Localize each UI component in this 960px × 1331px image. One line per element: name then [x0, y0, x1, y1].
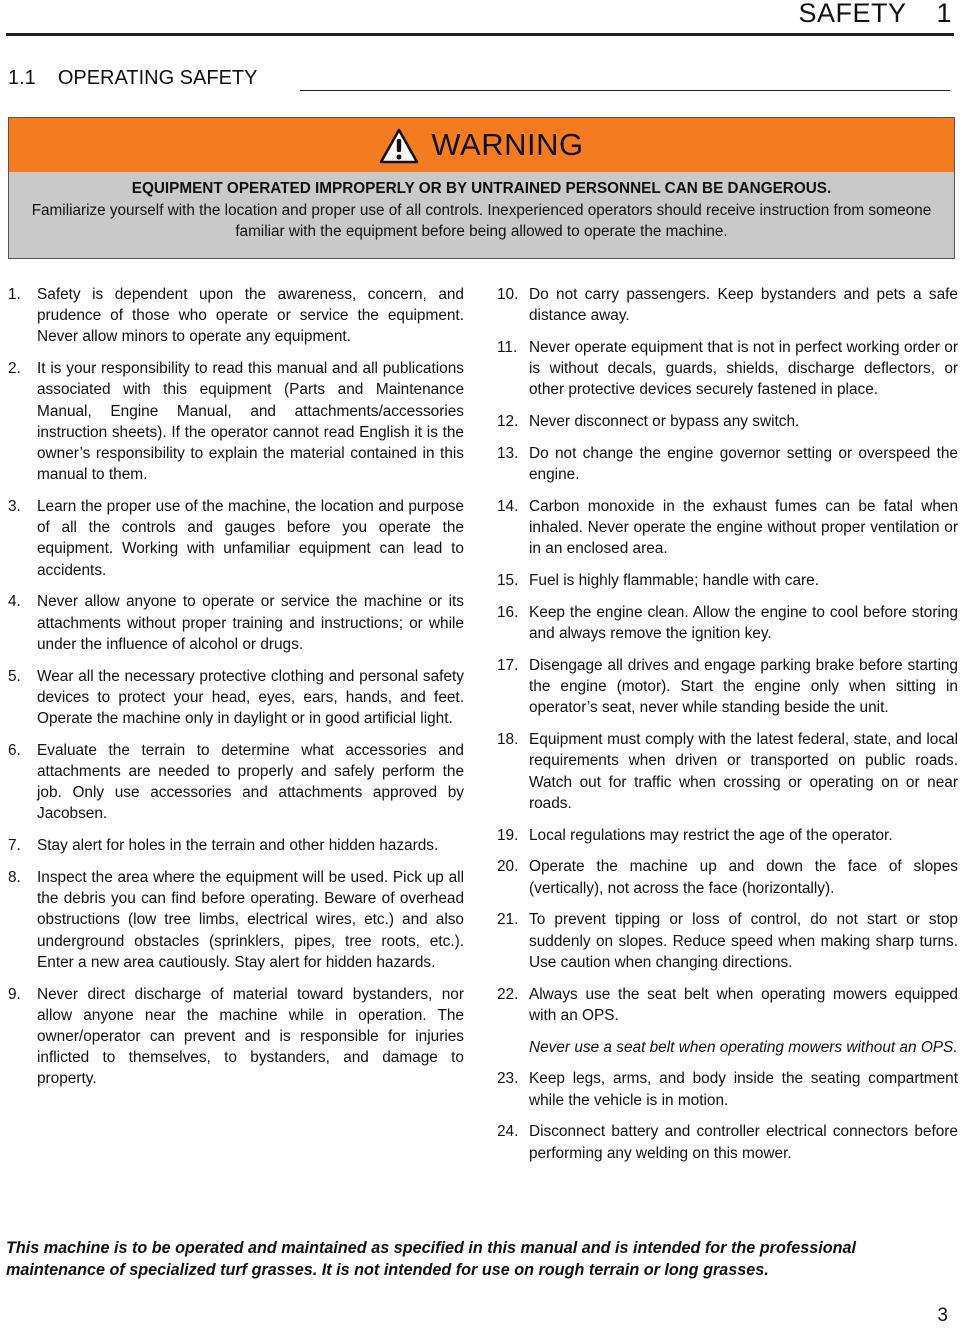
item-number: 1. [8, 286, 21, 303]
item-text: Always use the seat belt when operating mowers equipped with an OPS. [529, 985, 958, 1024]
page-number: 3 [937, 1305, 948, 1326]
list-item [8, 496, 464, 581]
item-text: Do not change the engine governor setting or overspeed the engine. [529, 445, 958, 484]
warning-body [9, 172, 954, 258]
list-item [497, 1121, 958, 1163]
section-heading [8, 67, 257, 90]
item-number: 23. [497, 1070, 519, 1088]
item-text: Carbon monoxide in the exhaust fumes can be fatal when inhaled. Never operate the engine without proper ventilation or in an enclosed area. [529, 498, 958, 558]
section-number: 1.1 [8, 67, 36, 89]
item-text: Fuel is highly flammable; handle with care. [529, 572, 819, 590]
item-text: Wear all the necessary protective clothing and personal safety devices to protect your head, eyes, ears, hands, and feet. Operate the machine only in daylight or in good artificial light. [37, 667, 464, 728]
item-text: Never allow anyone to operate or service the machine or its attachments without proper training and instructions; or while under the influence of alcohol or drugs. [37, 593, 464, 653]
chapter-number: 1 [936, 0, 952, 28]
chapter-header [768, 0, 952, 29]
item-text: Do not carry passengers. Keep bystanders and pets a safe distance away. [529, 286, 958, 325]
list-item [497, 284, 958, 326]
item-number: 14. [497, 498, 519, 515]
header-rule [6, 33, 954, 36]
item-text: To prevent tipping or loss of control, do not start or stop suddenly on slopes. Reduce speed when making sharp turns. Use caution when changing directions. [529, 911, 958, 971]
item-number: 13. [497, 445, 519, 462]
warning-triangle-icon [379, 128, 419, 164]
item-text: Keep legs, arms, and body inside the seating compartment while the vehicle is in motion. [529, 1070, 958, 1109]
section-rule [300, 90, 950, 91]
item-number: 5. [8, 667, 21, 685]
item-number: 18. [497, 731, 519, 749]
warning-headline: EQUIPMENT OPERATED IMPROPERLY OR BY UNTRAINED PERSONNEL CAN BE DANGEROUS. [131, 180, 832, 197]
list-item [8, 867, 464, 973]
list-item [497, 856, 958, 898]
item-text: Keep the engine clean. Allow the engine to cool before storing and always remove the ignition key. [529, 604, 958, 643]
item-number: 24. [497, 1123, 519, 1141]
item-number: 8. [8, 869, 21, 887]
item-number: 7. [8, 837, 21, 855]
chapter-title: SAFETY [798, 0, 907, 28]
item-number: 15. [497, 572, 519, 590]
right-column [497, 284, 958, 1174]
list-item [497, 602, 958, 644]
list-item [497, 1068, 958, 1110]
item-text: Evaluate the terrain to determine what accessories and attachments are needed to properly and safely perform the job. Only use accessories and attachments approved by Jacobsen. [37, 741, 464, 823]
item-text: Local regulations may restrict the age of the operator. [529, 826, 893, 844]
item-text: Never disconnect or bypass any switch. [529, 413, 800, 431]
list-item [497, 496, 958, 560]
list-item [8, 666, 464, 730]
list-item [497, 570, 958, 591]
item-number: 3. [8, 498, 21, 516]
item-text: Learn the proper use of the machine, the location and purpose of all the controls and gauges before you operate the equipment. Working with unfamiliar equipment can lead to accidents. [37, 498, 464, 579]
item-number: 12. [497, 413, 519, 431]
list-item [497, 337, 958, 401]
item-text: Safety is dependent upon the awareness, concern, and prudence of those who operate or service the equipment. Never allow minors to operate any equipment. [37, 286, 464, 346]
list-item [497, 984, 958, 1058]
item-number: 22. [497, 985, 519, 1003]
item-number: 20. [497, 858, 519, 876]
footnote: This machine is to be operated and maintained as specified in this manual and is intended for the professional maintenance of specialized turf grasses. It is not intended for use on rough terrain or long grasses. [6, 1239, 857, 1279]
list-item [497, 655, 958, 719]
warning-header [9, 118, 954, 172]
warning-box [8, 117, 955, 259]
list-item [497, 443, 958, 485]
item-number: 21. [497, 911, 519, 929]
warning-text: Familiarize yourself with the location and proper use of all controls. Inexperienced operators should receive instruction from someone familiar with the equipment before being allowed to operate the machine. [31, 201, 932, 240]
item-number: 19. [497, 826, 519, 844]
item-text: Operate the machine up and down the face of slopes (vertically), not across the face (horizontally). [529, 858, 958, 897]
item-number: 6. [8, 741, 21, 759]
item-number: 16. [497, 604, 519, 621]
list-item [8, 984, 464, 1090]
item-number: 10. [497, 286, 519, 303]
item-text: Never operate equipment that is not in perfect working order or is without decals, guards, shields, discharge deflectors, or other protective devices securely fastened in place. [529, 339, 958, 399]
list-item [8, 740, 464, 825]
item-text: It is your responsibility to read this manual and all publications associated with this equipment (Parts and Maintenance Manual, Engine Manual, and attachments/accessories instruction sheets). If the operator cannot read English it is the owner’s responsibility to explain the material contained in this manual to them. [37, 360, 464, 484]
list-item [497, 411, 958, 432]
item-note: Never use a seat belt when operating mowers without an OPS. [529, 1038, 958, 1056]
item-number: 11. [497, 339, 518, 356]
item-number: 9. [8, 985, 21, 1003]
item-text: Never direct discharge of material toward bystanders, nor allow anyone near the machine while in operation. The owner/operator can prevent and is responsible for injuries inflicted to themselves, to bystanders, and damage to property. [37, 985, 464, 1088]
left-column [8, 284, 464, 1100]
item-number: 17. [497, 657, 519, 674]
warning-label: WARNING [431, 127, 584, 162]
item-number: 2. [8, 360, 21, 378]
list-item [8, 591, 464, 655]
item-text: Disconnect battery and controller electrical connectors before performing any welding on this mower. [529, 1123, 958, 1162]
item-text: Equipment must comply with the latest federal, state, and local requirements when driven or transported on public roads. Watch out for traffic when crossing or operating on or near roads. [529, 731, 958, 812]
item-number: 4. [8, 593, 21, 611]
item-text: Stay alert for holes in the terrain and other hidden hazards. [37, 837, 439, 855]
list-item [8, 358, 464, 485]
item-text: Disengage all drives and engage parking brake before starting the engine (motor). Start the engine only when sitting in operator’s seat, never while standing beside the unit. [529, 657, 958, 717]
section-title: OPERATING SAFETY [57, 67, 258, 89]
item-text: Inspect the area where the equipment will be used. Pick up all the debris you can find before operating. Beware of overhead obstructions (low tree limbs, electrical wires, etc.) and also underground obstacles (sprinklers, pipes, tree roots, etc.). Enter a new area cautiously. Stay alert for hidden hazards. [37, 869, 464, 971]
list-item [497, 729, 958, 814]
list-item [8, 284, 464, 348]
list-item [497, 825, 958, 846]
list-item [8, 835, 464, 856]
list-item [497, 909, 958, 973]
